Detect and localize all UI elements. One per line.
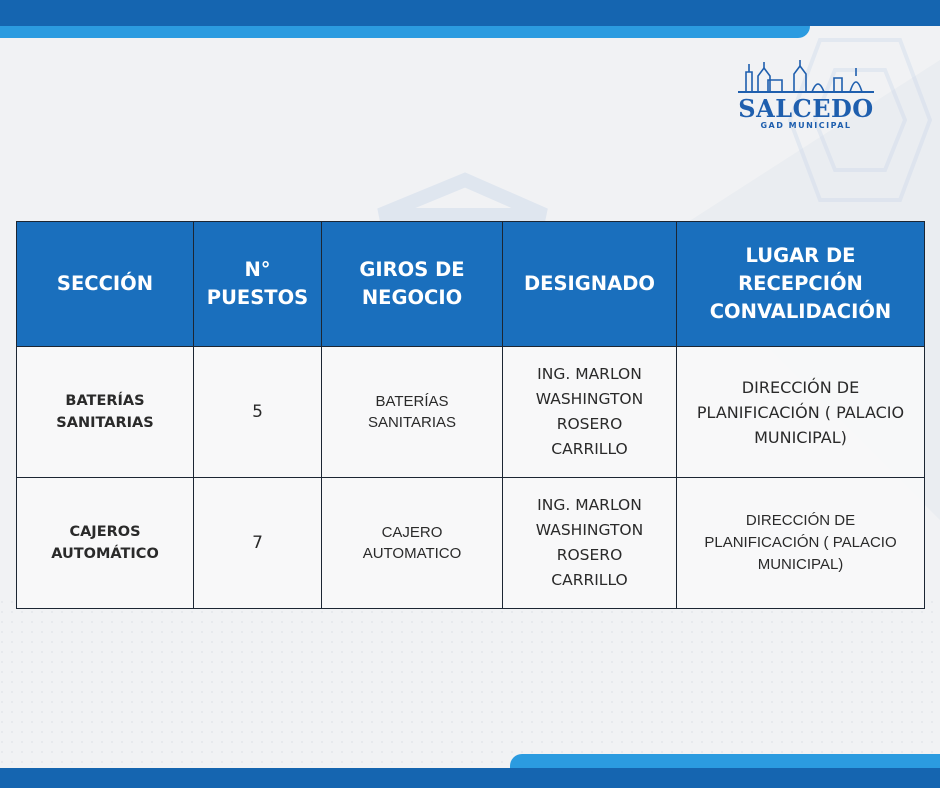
church-skyline-icon (738, 58, 874, 94)
cell-puestos: 5 (194, 347, 322, 478)
logo-subtitle: GAD MUNICIPAL (760, 121, 852, 130)
cell-giro: CAJERO AUTOMATICO (322, 478, 503, 609)
top-banner-dark (0, 0, 940, 26)
table-row (17, 347, 925, 478)
cell-lugar: DIRECCIÓN DE PLANIFICACIÓN ( PALACIO MUNICIPAL) (677, 478, 925, 609)
cell-designado: ING. MARLON WASHINGTON ROSERO CARRILLO (503, 478, 677, 609)
header-puestos: N° PUESTOS (194, 222, 322, 347)
header-designado: DESIGNADO (503, 222, 677, 347)
bottom-banner-light (510, 754, 940, 768)
bottom-banner-dark (0, 768, 940, 788)
table-row (17, 478, 925, 609)
cell-giro: BATERÍAS SANITARIAS (322, 347, 503, 478)
table-header-row (17, 222, 925, 347)
logo-name: SALCEDO (738, 94, 874, 123)
cell-puestos: 7 (194, 478, 322, 609)
cell-lugar: DIRECCIÓN DE PLANIFICACIÓN ( PALACIO MUNICIPAL) (677, 347, 925, 478)
cell-seccion: BATERÍAS SANITARIAS (17, 347, 194, 478)
convalidation-table (16, 221, 925, 609)
cell-designado: ING. MARLON WASHINGTON ROSERO CARRILLO (503, 347, 677, 478)
header-lugar: LUGAR DE RECEPCIÓN CONVALIDACIÓN (677, 222, 925, 347)
header-giros: GIROS DE NEGOCIO (322, 222, 503, 347)
salcedo-logo (738, 58, 874, 132)
header-seccion: SECCIÓN (17, 222, 194, 347)
top-banner-light (0, 26, 810, 38)
cell-seccion: CAJEROS AUTOMÁTICO (17, 478, 194, 609)
